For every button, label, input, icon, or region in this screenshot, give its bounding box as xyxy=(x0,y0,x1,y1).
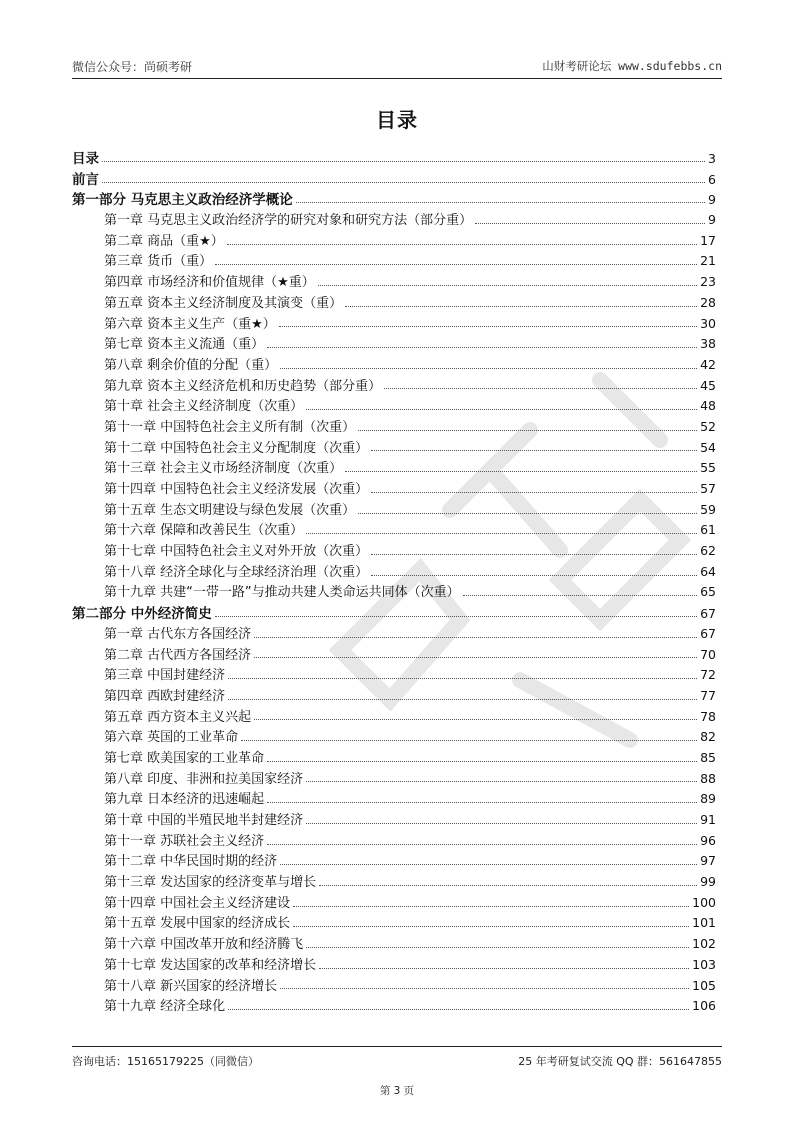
toc-dot-leader xyxy=(475,223,705,224)
toc-entry-page: 88 xyxy=(700,770,716,786)
page-number: 第 3 页 xyxy=(379,1085,415,1097)
toc-chapter-entry[interactable] xyxy=(72,850,716,871)
toc-dot-leader xyxy=(384,388,697,389)
toc-entry-page: 91 xyxy=(700,812,716,827)
toc-entry-label: 第九章 资本主义经济危机和历史趋势（部分重） xyxy=(104,378,382,394)
toc-entry-label: 第十六章 保障和改善民生（次重） xyxy=(104,523,304,539)
toc-entry-label: 第十二章 中国特色社会主义分配制度（次重） xyxy=(104,440,369,456)
toc-dot-leader xyxy=(318,285,697,286)
toc-entry-page: 97 xyxy=(700,853,716,869)
toc-chapter-entry[interactable] xyxy=(72,706,716,727)
toc-dot-leader xyxy=(371,575,697,576)
toc-entry-page: 64 xyxy=(700,563,716,579)
toc-chapter-entry[interactable] xyxy=(72,540,716,561)
toc-entry-label: 第十五章 生态文明建设与绿色发展（次重） xyxy=(104,502,356,518)
toc-dot-leader xyxy=(102,182,705,183)
toc-entry-page: 65 xyxy=(700,584,716,600)
toc-entry-label: 第十章 中国的半殖民地半封建经济 xyxy=(104,813,304,828)
toc-dot-leader xyxy=(463,595,697,596)
toc-chapter-entry[interactable] xyxy=(72,457,716,478)
toc-entry-page: 48 xyxy=(700,398,716,414)
toc-chapter-entry[interactable] xyxy=(72,230,716,251)
toc-chapter-entry[interactable] xyxy=(72,499,716,520)
toc-entry-page: 54 xyxy=(700,439,716,455)
toc-dot-leader xyxy=(267,761,697,762)
toc-entry-label: 第五章 资本主义经济制度及其演变（重） xyxy=(104,295,343,311)
footer-phone-text: 咨询电话：15165179225（同微信） xyxy=(72,1055,259,1068)
toc-chapter-entry[interactable] xyxy=(72,768,716,789)
toc-dot-leader xyxy=(319,968,689,969)
toc-dot-leader xyxy=(371,554,697,555)
toc-chapter-entry[interactable] xyxy=(72,519,716,540)
toc-entry-page: 17 xyxy=(700,232,716,248)
toc-dot-leader xyxy=(267,802,697,803)
toc-chapter-entry[interactable] xyxy=(72,437,716,458)
toc-entry-label: 第十九章 经济全球化 xyxy=(104,999,226,1015)
toc-entry-page: 6 xyxy=(708,171,716,187)
toc-dot-leader xyxy=(102,161,705,162)
toc-chapter-entry[interactable] xyxy=(72,250,716,271)
toc-chapter-entry[interactable] xyxy=(72,685,716,706)
toc-entry-page: 3 xyxy=(708,151,716,166)
toc-chapter-entry[interactable] xyxy=(72,581,716,602)
toc-entry-page: 61 xyxy=(700,522,716,538)
toc-entry-label: 第一章 古代东方各国经济 xyxy=(104,626,252,642)
toc-chapter-entry[interactable] xyxy=(72,478,716,499)
toc-entry-label: 第十四章 中国社会主义经济建设 xyxy=(104,895,291,911)
toc-entry-label: 第七章 欧美国家的工业革命 xyxy=(104,750,265,766)
footer-qq-group-text: 25 年考研复试交流 QQ 群：561647855 xyxy=(518,1055,722,1068)
toc-dot-leader xyxy=(241,740,697,741)
toc-entry-label: 第十七章 中国特色社会主义对外开放（次重） xyxy=(104,544,369,560)
toc-part-entry[interactable] xyxy=(72,602,716,623)
toc-entry-page: 30 xyxy=(700,315,716,331)
toc-chapter-entry[interactable] xyxy=(72,975,716,996)
toc-entry-page: 9 xyxy=(708,192,716,208)
table-of-contents xyxy=(72,147,716,1016)
toc-dot-leader xyxy=(215,264,697,265)
toc-chapter-entry[interactable] xyxy=(72,747,716,768)
toc-entry-page: 62 xyxy=(700,543,716,559)
toc-chapter-entry[interactable] xyxy=(72,354,716,375)
toc-dot-leader xyxy=(228,699,697,700)
toc-dot-leader xyxy=(345,306,697,307)
toc-part-entry[interactable] xyxy=(72,188,716,209)
toc-entry-label: 第八章 剩余价值的分配（重） xyxy=(104,357,278,373)
toc-chapter-entry[interactable] xyxy=(72,644,716,665)
toc-entry-page: 38 xyxy=(700,336,716,352)
toc-entry-label: 第八章 印度、非洲和拉美国家经济 xyxy=(104,771,304,787)
toc-chapter-entry[interactable] xyxy=(72,892,716,913)
toc-entry-label: 第四章 市场经济和价值规律（★重） xyxy=(104,275,315,291)
toc-entry-label: 第十八章 新兴国家的经济增长 xyxy=(104,978,278,994)
toc-entry-page: 101 xyxy=(692,915,716,931)
toc-entry-page: 45 xyxy=(700,377,716,393)
toc-dot-leader xyxy=(254,657,697,658)
toc-dot-leader xyxy=(306,781,697,782)
toc-dot-leader xyxy=(306,409,697,410)
toc-entry-page: 67 xyxy=(700,625,716,641)
toc-dot-leader xyxy=(228,1009,689,1010)
toc-dot-leader xyxy=(215,616,697,617)
toc-entry-label: 第十三章 发达国家的经济变革与增长 xyxy=(104,875,317,891)
toc-chapter-entry[interactable] xyxy=(72,912,716,933)
toc-entry-page: 52 xyxy=(700,418,716,434)
toc-entry-label: 前言 xyxy=(72,171,99,188)
toc-entry-label: 第十五章 发展中国家的经济成长 xyxy=(104,916,291,932)
page-title: 目录 xyxy=(376,108,418,132)
toc-part-entry[interactable] xyxy=(72,168,716,189)
toc-dot-leader xyxy=(296,202,705,203)
toc-entry-label: 第十九章 共建“一带一路”与推动共建人类命运共同体（次重） xyxy=(104,585,460,601)
toc-entry-label: 第十二章 中华民国时期的经济 xyxy=(104,854,278,870)
toc-part-entry[interactable] xyxy=(72,147,716,168)
toc-chapter-entry[interactable] xyxy=(72,788,716,809)
toc-dot-leader xyxy=(371,450,697,451)
toc-entry-label: 目录 xyxy=(72,151,99,167)
toc-chapter-entry[interactable] xyxy=(72,933,716,954)
toc-entry-page: 105 xyxy=(692,977,716,993)
toc-chapter-entry[interactable] xyxy=(72,292,716,313)
toc-entry-label: 第三章 中国封建经济 xyxy=(104,668,226,684)
toc-entry-page: 78 xyxy=(700,708,716,724)
toc-chapter-entry[interactable] xyxy=(72,375,716,396)
toc-entry-label: 第十一章 苏联社会主义经济 xyxy=(104,833,265,849)
toc-entry-label: 第十八章 经济全球化与全球经济治理（次重） xyxy=(104,564,369,580)
toc-entry-label: 第十六章 中国改革开放和经济腾飞 xyxy=(104,937,304,953)
toc-dot-leader xyxy=(267,347,697,348)
toc-entry-label: 第二部分 中外经济简史 xyxy=(72,606,212,623)
toc-entry-label: 第一部分 马克思主义政治经济学概论 xyxy=(72,192,293,209)
toc-entry-page: 57 xyxy=(700,481,716,496)
toc-entry-label: 第三章 货币（重） xyxy=(104,254,213,270)
toc-entry-page: 72 xyxy=(700,667,716,683)
toc-entry-label: 第七章 资本主义流通（重） xyxy=(104,337,265,353)
toc-entry-page: 21 xyxy=(700,253,716,269)
toc-dot-leader xyxy=(254,719,697,720)
toc-dot-leader xyxy=(358,513,697,514)
toc-dot-leader xyxy=(228,678,697,679)
toc-dot-leader xyxy=(306,533,697,534)
toc-entry-page: 70 xyxy=(700,646,716,662)
toc-entry-page: 67 xyxy=(700,606,716,622)
toc-dot-leader xyxy=(293,926,689,927)
toc-entry-label: 第九章 日本经济的迅速崛起 xyxy=(104,792,265,808)
toc-chapter-entry[interactable] xyxy=(72,995,716,1016)
toc-entry-label: 第一章 马克思主义政治经济学的研究对象和研究方法（部分重） xyxy=(104,213,473,229)
toc-entry-page: 23 xyxy=(700,274,716,290)
toc-entry-page: 55 xyxy=(700,460,716,476)
toc-chapter-entry[interactable] xyxy=(72,333,716,354)
toc-entry-page: 85 xyxy=(700,749,716,765)
toc-chapter-entry[interactable] xyxy=(72,209,716,230)
toc-dot-leader xyxy=(227,244,697,245)
toc-dot-leader xyxy=(306,947,689,948)
toc-entry-label: 第二章 古代西方各国经济 xyxy=(104,647,252,663)
toc-chapter-entry[interactable] xyxy=(72,726,716,747)
toc-entry-page: 103 xyxy=(692,956,716,972)
toc-dot-leader xyxy=(254,637,697,638)
toc-entry-page: 28 xyxy=(700,294,716,310)
toc-entry-page: 59 xyxy=(700,501,716,517)
toc-entry-label: 第六章 英国的工业革命 xyxy=(104,730,239,746)
toc-dot-leader xyxy=(345,471,697,472)
toc-chapter-entry[interactable] xyxy=(72,313,716,334)
toc-dot-leader xyxy=(358,430,697,431)
toc-chapter-entry[interactable] xyxy=(72,395,716,416)
toc-entry-page: 100 xyxy=(692,894,716,910)
toc-entry-page: 9 xyxy=(708,212,716,228)
header-forum-text: 山财考研论坛 www.sdufebbs.cn xyxy=(542,59,722,73)
toc-chapter-entry[interactable] xyxy=(72,623,716,644)
toc-entry-label: 第五章 西方资本主义兴起 xyxy=(104,709,252,725)
toc-entry-page: 96 xyxy=(700,832,716,848)
toc-chapter-entry[interactable] xyxy=(72,830,716,851)
toc-entry-label: 第十章 社会主义经济制度（次重） xyxy=(104,399,304,415)
header-wechat-text: 微信公众号：尚硕考研 xyxy=(72,60,193,74)
toc-dot-leader xyxy=(280,864,697,865)
toc-entry-label: 第十三章 社会主义市场经济制度（次重） xyxy=(104,461,343,477)
toc-entry-page: 89 xyxy=(700,791,716,807)
toc-chapter-entry[interactable] xyxy=(72,871,716,892)
toc-entry-label: 第十四章 中国特色社会主义经济发展（次重） xyxy=(104,482,369,497)
toc-entry-label: 第二章 商品（重★） xyxy=(104,233,224,249)
toc-chapter-entry[interactable] xyxy=(72,416,716,437)
toc-dot-leader xyxy=(293,906,689,907)
toc-entry-label: 第六章 资本主义生产（重★） xyxy=(104,316,276,332)
toc-entry-label: 第十七章 发达国家的改革和经济增长 xyxy=(104,957,317,973)
page-footer xyxy=(72,1046,722,1071)
toc-dot-leader xyxy=(280,988,689,989)
toc-entry-page: 106 xyxy=(692,998,716,1014)
toc-dot-leader xyxy=(371,492,697,493)
toc-dot-leader xyxy=(279,326,697,327)
toc-chapter-entry[interactable] xyxy=(72,954,716,975)
toc-entry-page: 77 xyxy=(700,687,716,703)
toc-dot-leader xyxy=(319,885,697,886)
toc-dot-leader xyxy=(267,844,697,845)
toc-chapter-entry[interactable] xyxy=(72,271,716,292)
toc-entry-label: 第四章 西欧封建经济 xyxy=(104,688,226,704)
toc-dot-leader xyxy=(306,823,697,824)
toc-entry-label: 第十一章 中国特色社会主义所有制（次重） xyxy=(104,419,356,435)
toc-chapter-entry[interactable] xyxy=(72,664,716,685)
toc-entry-page: 42 xyxy=(700,356,716,372)
toc-chapter-entry[interactable] xyxy=(72,809,716,830)
toc-dot-leader xyxy=(280,368,697,369)
toc-entry-page: 102 xyxy=(692,936,716,952)
toc-chapter-entry[interactable] xyxy=(72,561,716,582)
toc-entry-page: 82 xyxy=(700,729,716,745)
page-header xyxy=(72,54,722,79)
toc-entry-page: 99 xyxy=(700,874,716,890)
